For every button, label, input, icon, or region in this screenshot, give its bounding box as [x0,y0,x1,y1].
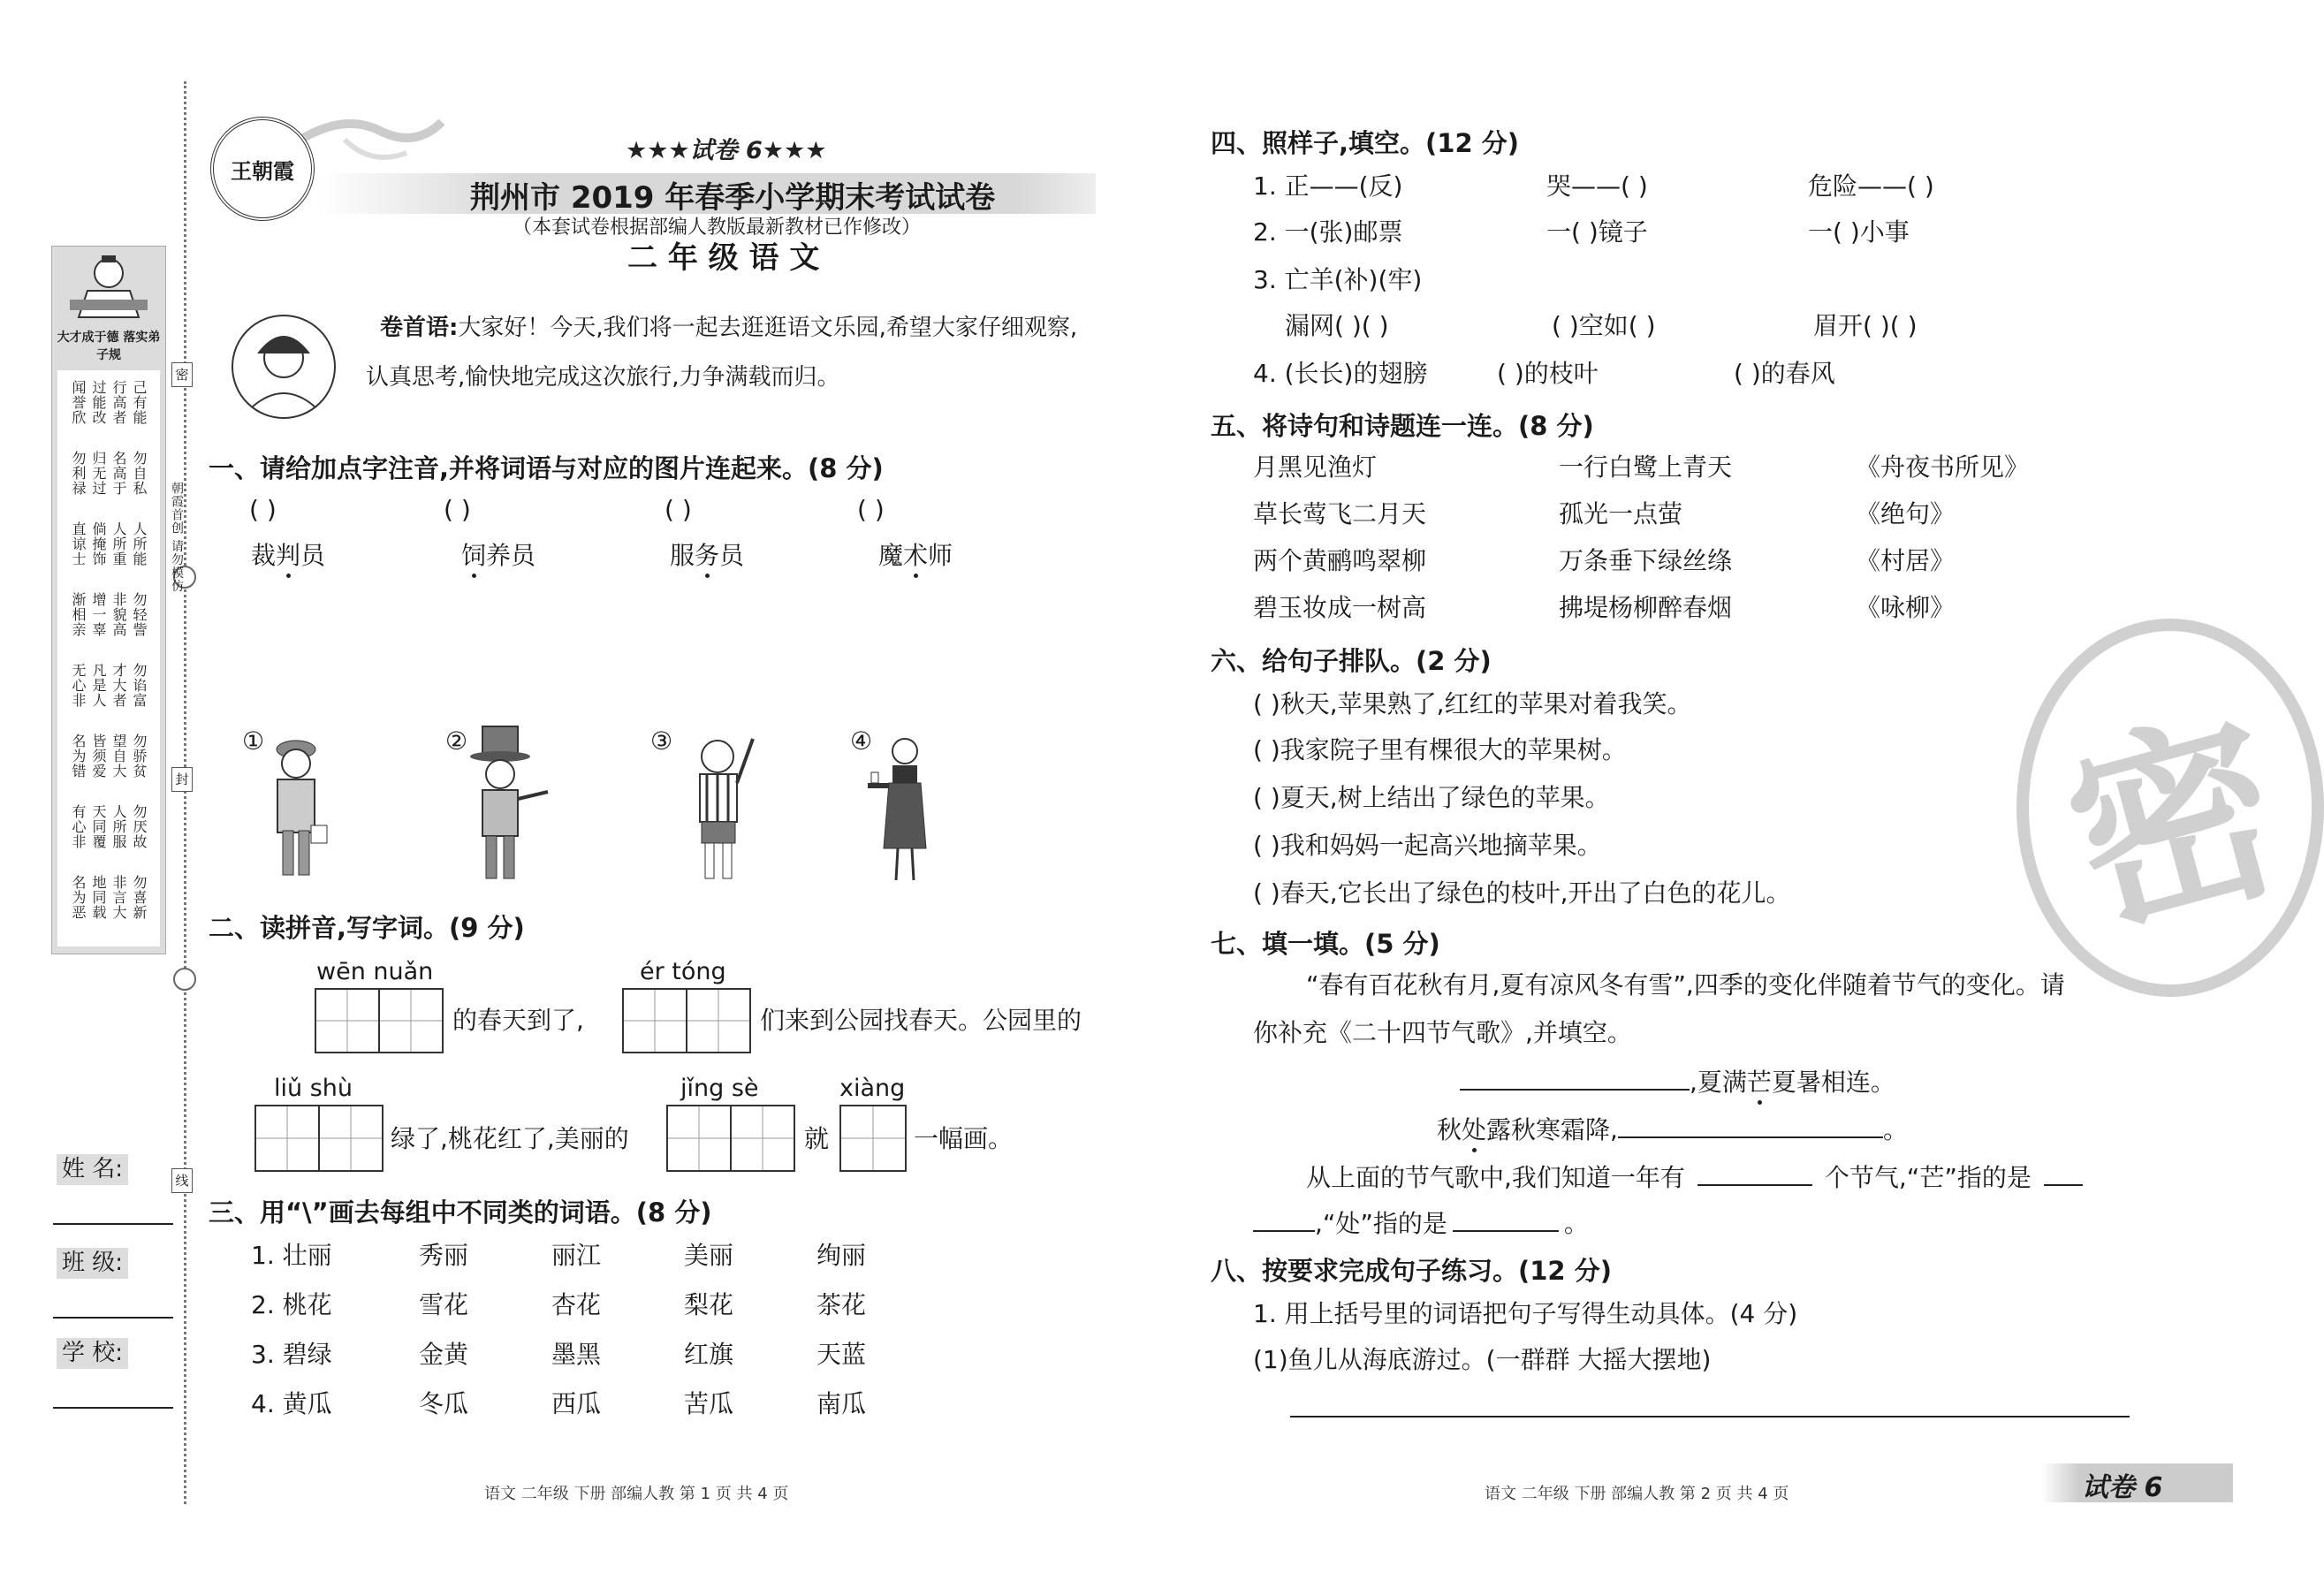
dot-char: 判 [276,541,301,570]
q7-blank-4[interactable] [2044,1161,2083,1186]
q4-r3-a[interactable]: 漏网( )( ) [1285,311,1389,340]
q2-writing-grid-3[interactable] [254,1105,384,1172]
q4-r3-c[interactable]: 眉开( )( ) [1813,311,1918,340]
q5-row: 两个黄鹂鸣翠柳 万条垂下绿丝绦 《村居》 [1253,546,1956,575]
class-label: 班 级: [57,1248,128,1279]
q8-sub-2: (1)鱼儿从海底游过。(一群群 大摇大摆地) [1253,1345,1712,1374]
proverb-group: 人所能 人所重 倘掩饰 直谅士 [70,521,148,566]
magician-figure [456,726,553,884]
picture-label-2: ② [445,726,468,756]
q2-writing-grid-1[interactable] [315,988,444,1053]
brand-logo-text: 王朝霞 [231,157,294,184]
q1-word-4: 魔术师 [878,541,953,570]
q1-word-1: 裁判员 [251,541,326,570]
name-field[interactable] [53,1223,173,1225]
dot-char: 芒 [1746,1068,1772,1097]
proverb-group: 己有能 行高者 过能改 闻誉欣 [70,380,148,425]
q3-heading: 三、用“\”画去每组中不同类的词语。(8 分) [209,1197,712,1228]
q2-pinyin-4: jǐng sè [680,1075,759,1102]
q6-row-1[interactable]: ( )秋天,苹果熟了,红红的苹果对着我笑。 [1253,689,1692,718]
q4-r4-a: 4. (长长)的翅膀 [1253,359,1428,388]
ribbon-decoration [292,104,451,166]
sidebar-motto-top: 大才成于德 落实弟子规 [57,331,161,362]
q7-para-3: 从上面的节气歌中,我们知道一年有 个节气,“芒”指的是 [1306,1161,2083,1193]
dot-char: 饲 [461,541,487,570]
q1-blank-1[interactable]: ( ) [249,495,277,524]
q1-blank-2[interactable]: ( ) [444,495,471,524]
fold-mark-2: 封 [171,767,193,792]
fold-mark-3: 朝霞首创 请勿模仿 [170,482,184,593]
q2-writing-grid-5[interactable] [839,1105,907,1172]
q2-text-1: 的春天到了, [452,1006,584,1035]
proverb-group: 勿谄富 才大者 凡是人 无心非 [70,663,148,708]
q4-r3: 3. 亡羊(补)(牢) [1253,265,1423,294]
q5-row: 草长莺飞二月天 孤光一点萤 《绝句》 [1253,499,1956,528]
q3-row: 4. 黄瓜 冬瓜 西瓜 苦瓜 南瓜 [251,1389,867,1418]
intro-line-2: 认真思考,愉快地完成这次旅行,力争满载而归。 [366,364,840,391]
q6-row-2[interactable]: ( )我家院子里有棵很大的苹果树。 [1253,735,1627,764]
waitress-figure [861,733,940,884]
q4-r2-c[interactable]: 一( )小事 [1808,217,1910,247]
q2-writing-grid-4[interactable] [666,1105,795,1172]
picture-label-1: ① [242,726,265,756]
q2-writing-grid-2[interactable] [622,988,751,1053]
referee-figure [677,730,765,884]
proverb-group: 勿自私 名高于 归无过 勿利禄 [70,451,148,496]
q4-r1-c[interactable]: 危险——( ) [1808,171,1934,201]
dot-char: 术 [903,541,929,570]
binding-circle-2 [173,968,196,991]
q8-sub-1: 1. 用上括号里的词语把句子写得生动具体。(4 分) [1253,1299,1798,1328]
q2-pinyin-2: ér tóng [640,958,726,985]
q1-word-3: 服务员 [670,541,745,570]
q2-text-3: 绿了,桃花红了,美丽的 [391,1124,629,1153]
worker-figure [256,733,336,884]
q2-text-2: 们来到公园找春天。公园里的 [760,1006,1082,1035]
q7-blank-1[interactable] [1460,1066,1690,1091]
proverb-group: 勿喜新 非言大 地同载 名为恶 [70,875,148,920]
q6-row-4[interactable]: ( )我和妈妈一起高兴地摘苹果。 [1253,831,1602,860]
q7-heading: 七、填一填。(5 分) [1211,929,1440,959]
footer-left: 语文 二年级 下册 部编人教 第 1 页 共 4 页 [484,1485,789,1503]
q1-word-2: 饲养员 [461,541,536,570]
q2-heading: 二、读拼音,写字词。(9 分) [209,913,525,943]
binding-dotted-line [184,81,186,1504]
q2-pinyin-5: xiàng [839,1075,906,1102]
q5-table [1253,452,2029,640]
q1-heading: 一、请给加点字注音,并将词语与对应的图片连起来。(8 分) [209,453,884,483]
sidebar-proverbs [57,370,160,946]
q2-pinyin-1: wēn nuǎn [316,958,434,985]
picture-label-3: ③ [650,726,673,756]
q8-answer-line[interactable] [1290,1416,2130,1418]
q3-row: 2. 桃花 雪花 杏花 梨花 茶花 [251,1290,867,1319]
q2-pinyin-3: liǔ shù [274,1075,353,1102]
mascot-illustration [226,309,341,424]
q4-r2-a: 2. 一(张)邮票 [1253,217,1403,247]
q4-r4-c[interactable]: ( )的春风 [1734,359,1835,388]
class-field[interactable] [53,1317,173,1319]
q3-row: 3. 碧绿 金黄 墨黑 红旗 天蓝 [251,1340,867,1369]
q4-r1-a: 1. 正——(反) [1253,171,1403,201]
brand-logo [210,117,315,221]
q4-r3-b[interactable]: ( )空如( ) [1552,311,1656,340]
intro-label: 卷首语: [380,315,459,341]
name-label: 姓 名: [57,1154,128,1185]
q5-row: 碧玉妆成一树高 拂堤杨柳醉春烟 《咏柳》 [1253,593,1956,622]
intro-text-1: 大家好！今天,我们将一起去逛逛语文乐园,希望大家仔细观察, [458,315,1078,341]
confidential-stamp-text: 密 [2046,685,2305,967]
q6-row-3[interactable]: ( )夏天,树上结出了绿色的苹果。 [1253,783,1610,812]
q6-heading: 六、给句子排队。(2 分) [1211,646,1492,676]
child-scholar-illustration [52,247,165,326]
school-field[interactable] [53,1407,173,1409]
school-label: 学 校: [57,1338,128,1369]
q2-text-5: 一幅画。 [914,1124,1014,1153]
dot-char: 处 [1462,1115,1487,1144]
q5-heading: 五、将诗句和诗题连一连。(8 分) [1211,411,1594,441]
footer-right: 语文 二年级 下册 部编人教 第 2 页 共 4 页 [1485,1485,1789,1503]
sidebar-motto-panel [51,246,166,954]
proverb-group: 勿轻訾 非貌高 增一辜 渐相亲 [70,592,148,637]
q3-row: 1. 壮丽 秀丽 丽江 美丽 绚丽 [251,1241,867,1270]
q4-r4-b[interactable]: ( )的枝叶 [1497,359,1599,388]
q7-para-4: ,“处”指的是 。 [1253,1207,1589,1239]
q4-heading: 四、照样子,填空。(12 分) [1211,128,1519,158]
series-label: ★★★试卷 6★★★ [626,137,827,164]
q1-blank-3[interactable]: ( ) [665,495,692,524]
dot-char: 务 [695,541,720,570]
fold-mark-1: 密 [171,362,193,387]
q7-para-2: 你补充《二十四节气歌》,并填空。 [1253,1018,1632,1047]
q7-poem-line-1: ,夏满芒夏暑相连。 [1460,1066,1895,1098]
q7-blank-6[interactable] [1453,1207,1559,1232]
q6-row-5[interactable]: ( )春天,它长出了绿色的枝叶,开出了白色的花儿。 [1253,878,1791,908]
page-tag: 试卷 6 [2082,1472,2163,1503]
picture-label-4: ④ [850,726,873,756]
q8-heading: 八、按要求完成句子练习。(12 分) [1211,1256,1612,1286]
q4-r2-b[interactable]: 一( )镜子 [1546,217,1648,247]
exam-subtitle: （本套试卷根据部编人教版最新教材已作修改） [513,217,922,239]
exam-title: 荆州市 2019 年春季小学期末考试试卷 [470,180,996,216]
intro-line-1 [380,315,1077,342]
q7-blank-3[interactable] [1697,1161,1812,1186]
q7-blank-5[interactable] [1253,1207,1315,1232]
subject-title: 二 年 级 语 文 [627,240,820,276]
confidential-stamp [2016,619,2324,997]
q2-text-4: 就 [804,1124,830,1153]
q1-blank-4[interactable]: ( ) [857,495,885,524]
q5-row: 月黑见渔灯 一行白鹭上青天 《舟夜书所见》 [1253,452,2030,482]
q3-table [251,1241,949,1439]
q7-para-1: “春有百花秋有月,夏有凉风冬有雪”,四季的变化伴随着节气的变化。请 [1306,970,2065,1000]
proverb-group: 勿厌故 人所服 天同覆 有心非 [70,804,148,849]
q4-r1-b[interactable]: 哭——( ) [1546,171,1648,201]
proverb-group: 勿骄贫 望自大 皆须爱 名为错 [70,733,148,779]
fold-mark-4: 线 [171,1168,193,1193]
q7-blank-2[interactable] [1618,1114,1883,1138]
q7-poem-line-2: 秋处露秋寒霜降, 。 [1437,1115,1908,1144]
